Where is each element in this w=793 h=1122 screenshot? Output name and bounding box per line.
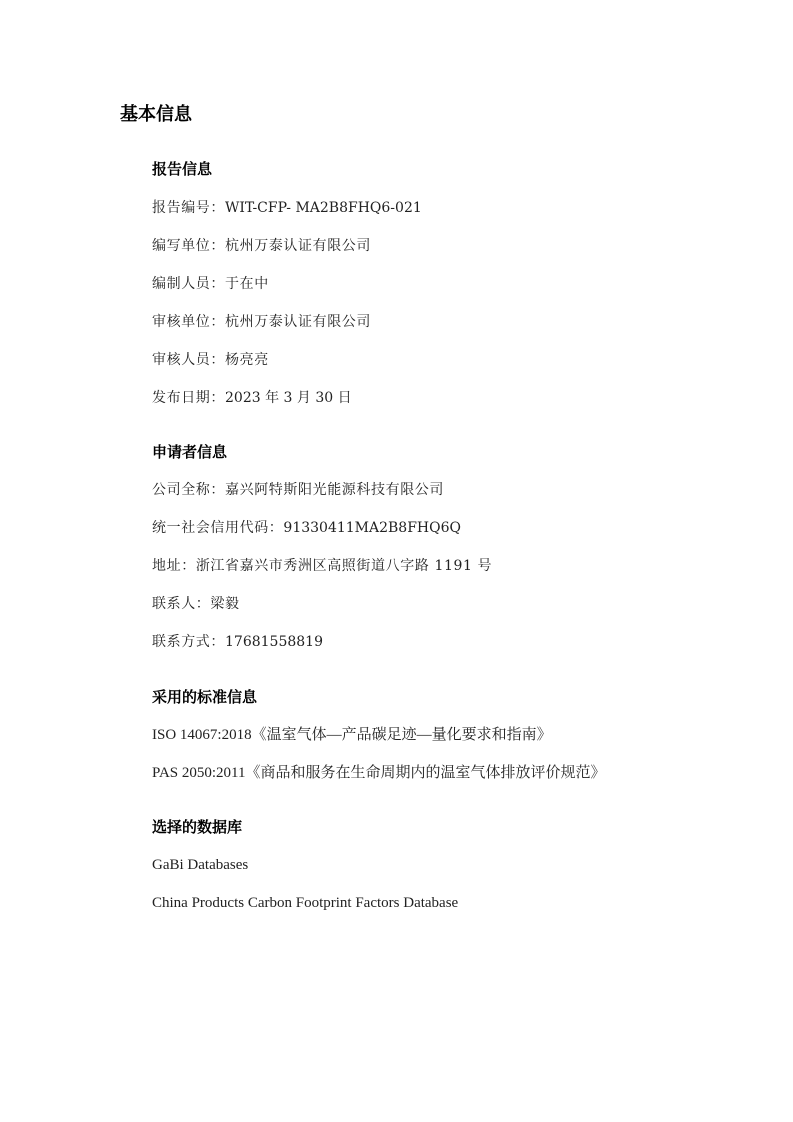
section-heading-report: 报告信息 [152, 160, 213, 178]
report-number-line [152, 198, 422, 218]
section-heading-databases: 选择的数据库 [152, 818, 243, 836]
standard-item: ISO 14067:2018《温室气体—产品碳足迹—量化要求和指南》 [152, 727, 552, 743]
company-name-line [152, 480, 444, 500]
address-label: 地址： [152, 558, 196, 574]
credit-code-line [152, 518, 461, 538]
contact-line [152, 594, 240, 614]
company-name-value: 嘉兴阿特斯阳光能源科技有限公司 [225, 482, 444, 498]
author-value: 于在中 [225, 276, 269, 292]
contact-value: 梁毅 [210, 596, 240, 612]
author-org-line [152, 236, 371, 256]
reviewer-label: 审核人员： [152, 352, 225, 368]
publish-date-value: 2023 年 3 月 30 日 [225, 390, 352, 406]
credit-code-value: 91330411MA2B8FHQ6Q [283, 520, 461, 536]
address-line [152, 556, 492, 576]
publish-date-line [152, 388, 352, 408]
database-item: GaBi Databases [152, 857, 249, 873]
review-org-value: 杭州万泰认证有限公司 [225, 314, 371, 330]
report-number-value: WIT-CFP- MA2B8FHQ6-021 [225, 200, 422, 216]
reviewer-line [152, 350, 269, 370]
credit-code-label: 统一社会信用代码： [152, 520, 284, 536]
publish-date-label: 发布日期： [152, 390, 225, 406]
author-org-label: 编写单位： [152, 238, 225, 254]
phone-value: 17681558819 [225, 634, 323, 650]
address-value: 浙江省嘉兴市秀洲区高照街道八字路 1191 号 [195, 558, 493, 574]
section-heading-applicant: 申请者信息 [152, 443, 228, 461]
standard-item: PAS 2050:2011《商品和服务在生命周期内的温室气体排放评价规范》 [152, 765, 606, 781]
author-org-value: 杭州万泰认证有限公司 [225, 238, 371, 254]
author-label: 编制人员： [152, 276, 225, 292]
reviewer-value: 杨亮亮 [225, 352, 269, 368]
contact-label: 联系人： [152, 596, 211, 612]
phone-line [152, 632, 323, 652]
report-number-label: 报告编号： [152, 200, 225, 216]
review-org-label: 审核单位： [152, 314, 225, 330]
author-line [152, 274, 269, 294]
page-title: 基本信息 [120, 104, 192, 125]
company-name-label: 公司全称： [152, 482, 225, 498]
database-item: China Products Carbon Footprint Factors Database [152, 895, 459, 911]
section-heading-standards: 采用的标准信息 [152, 688, 258, 706]
review-org-line [152, 312, 371, 332]
phone-label: 联系方式： [152, 634, 225, 650]
